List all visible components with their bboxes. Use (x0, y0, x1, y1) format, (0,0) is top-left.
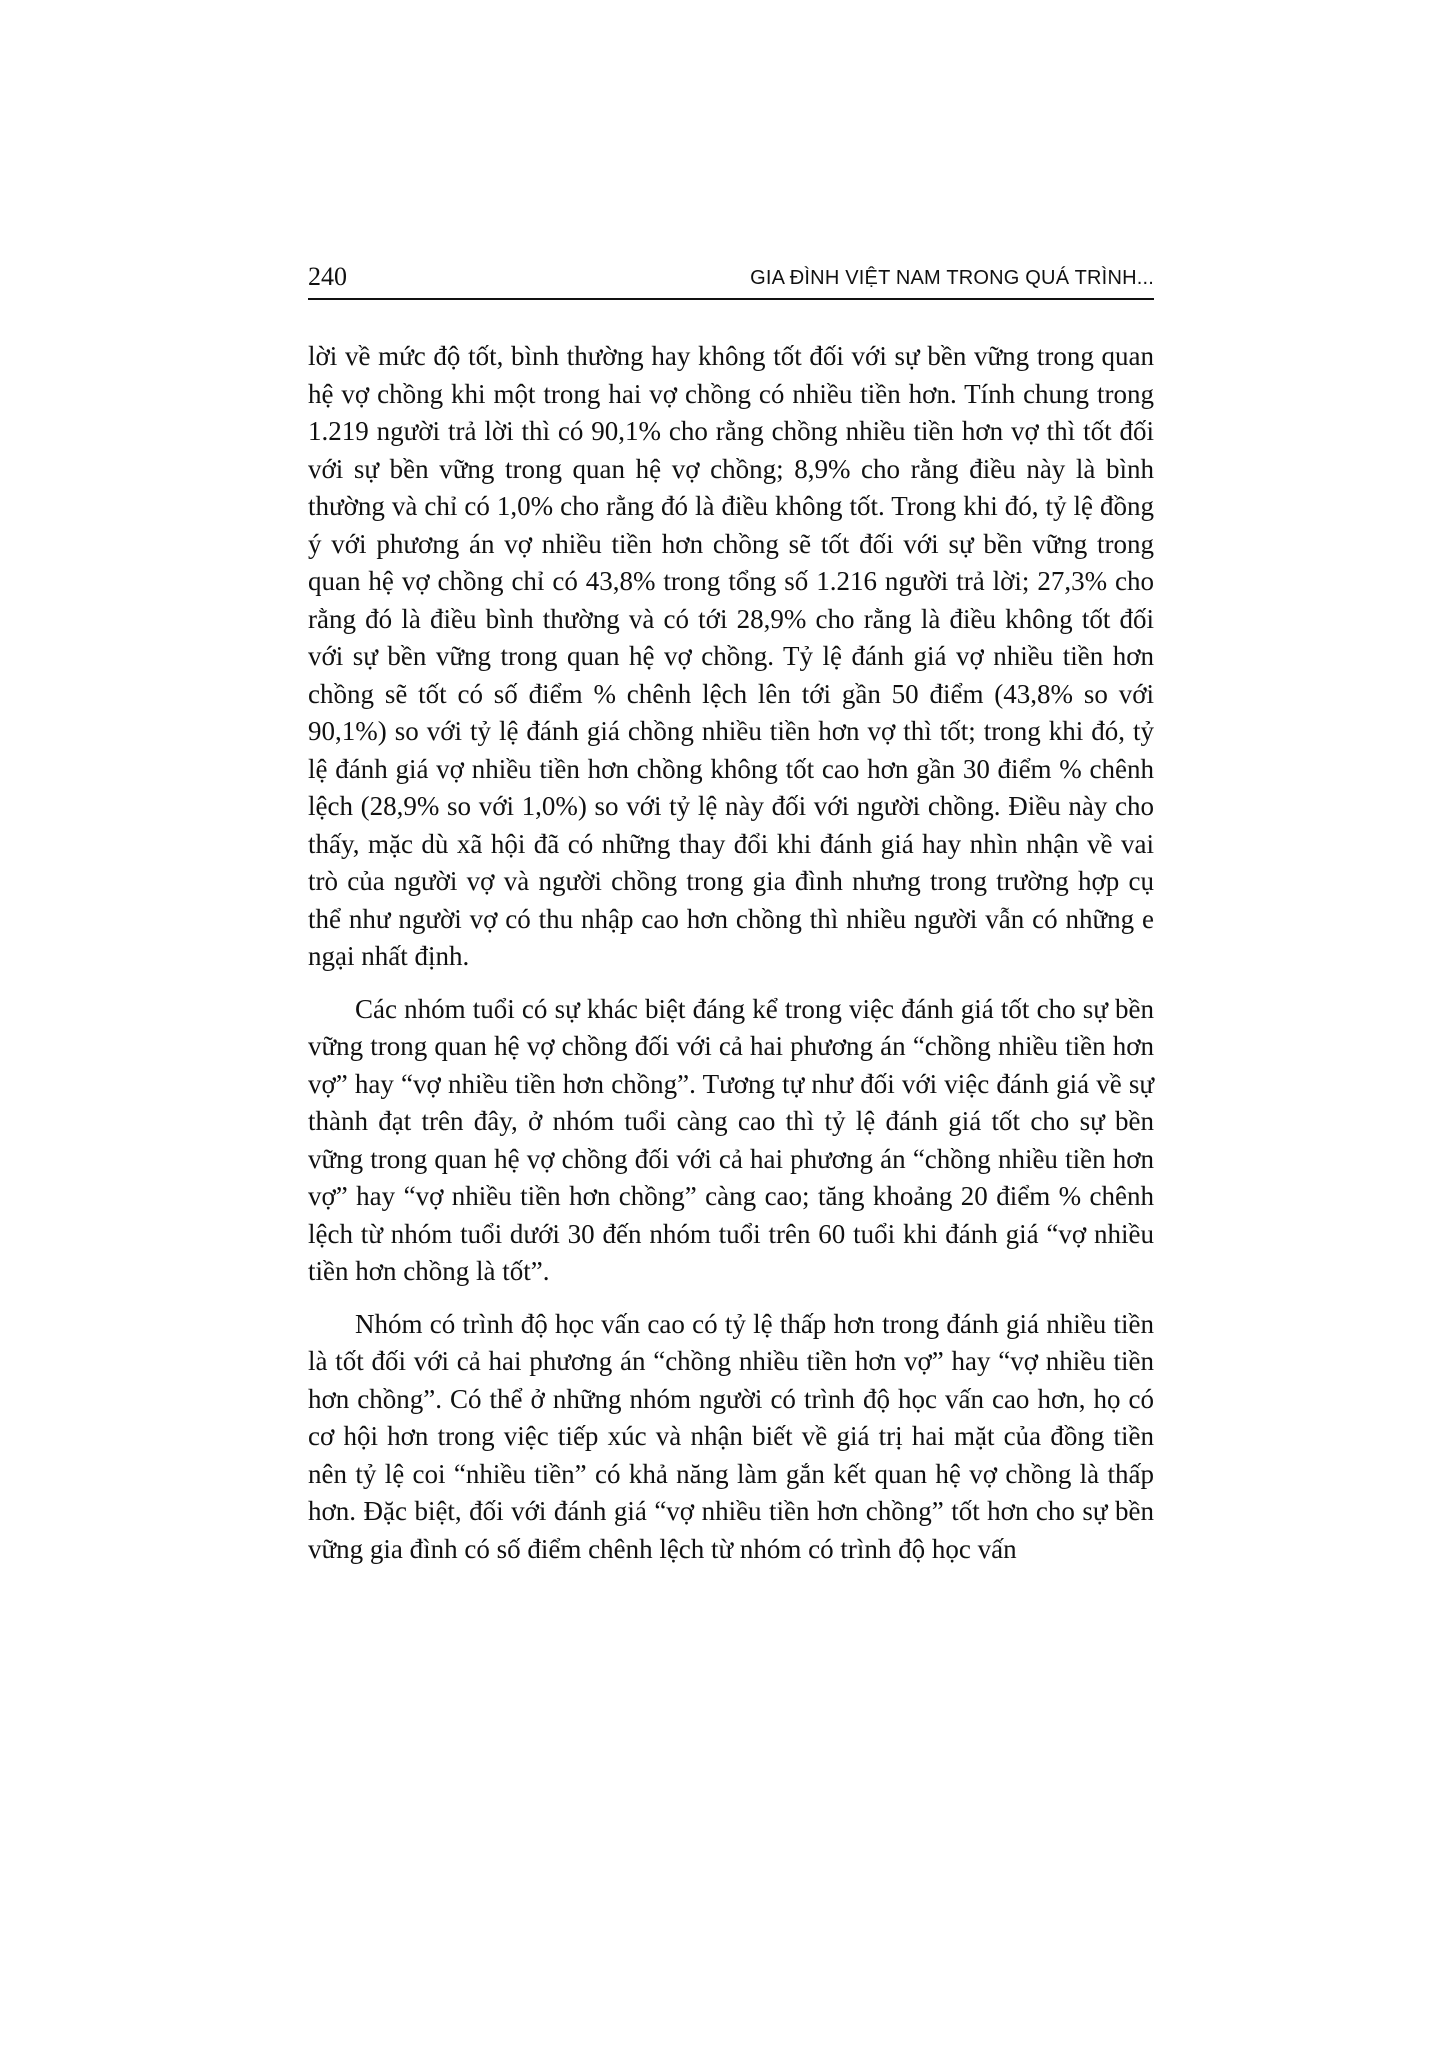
paragraph-education: Nhóm có trình độ học vấn cao có tỷ lệ thấp hơn trong đánh giá nhiều tiền là tốt đối với cả hai phương án “chồng nhiều tiền hơn vợ” hay “vợ nhiều tiền hơn chồng”. Có thể ở những nhóm người có trình độ học vấn cao hơn, họ có cơ hội hơn trong việc tiếp xúc và nhận biết về giá trị hai mặt của đồng tiền nên tỷ lệ coi “nhiều tiền” có khả năng làm gắn kết quan hệ vợ chồng là thấp hơn. Đặc biệt, đối với đánh giá “vợ nhiều tiền hơn chồng” tốt hơn cho sự bền vững gia đình có số điểm chênh lệch từ nhóm có trình độ học vấn (308, 1308, 1154, 1564)
running-title: GIA ĐÌNH VIỆT NAM TRONG QUÁ TRÌNH... (750, 267, 1154, 289)
body-text (308, 338, 1154, 1568)
paragraph-age-groups: Các nhóm tuổi có sự khác biệt đáng kể trong việc đánh giá tốt cho sự bền vững trong quan hệ vợ chồng đối với cả hai phương án “chồng nhiều tiền hơn vợ” hay “vợ nhiều tiền hơn chồng”. Tương tự như đối với việc đánh giá về sự thành đạt trên đây, ở nhóm tuổi càng cao thì tỷ lệ đánh giá tốt cho sự bền vững trong quan hệ vợ chồng đối với cả hai phương án “chồng nhiều tiền hơn vợ” hay “vợ nhiều tiền hơn chồng” càng cao; tăng khoảng 20 điểm % chênh lệch từ nhóm tuổi dưới 30 đến nhóm tuổi trên 60 tuổi khi đánh giá “vợ nhiều tiền hơn chồng là tốt”. (308, 993, 1154, 1286)
page-number: 240 (308, 262, 347, 291)
paragraph-continued: lời về mức độ tốt, bình thường hay không tốt đối với sự bền vững trong quan hệ vợ chồng khi một trong hai vợ chồng có nhiều tiền hơn. Tính chung trong 1.219 người trả lời thì có 90,1% cho rằng chồng nhiều tiền hơn vợ thì tốt đối với sự bền vững trong quan hệ vợ chồng; 8,9% cho rằng điều này là bình thường và chỉ có 1,0% cho rằng đó là điều không tốt. Trong khi đó, tỷ lệ đồng ý với phương án vợ nhiều tiền hơn chồng sẽ tốt đối với sự bền vững trong quan hệ vợ chồng chỉ có 43,8% trong tổng số 1.216 người trả lời; 27,3% cho rằng đó là điều bình thường và có tới 28,9% cho rằng là điều không tốt đối với sự bền vững trong quan hệ vợ chồng. Tỷ lệ đánh giá vợ nhiều tiền hơn chồng sẽ tốt có số điểm % chênh lệch lên tới gần 50 điểm (43,8% so với 90,1%) so với tỷ lệ đánh giá chồng nhiều tiền hơn vợ thì tốt; trong khi đó, tỷ lệ đánh giá vợ nhiều tiền hơn chồng không tốt cao hơn gần 30 điểm % chênh lệch (28,9% so với 1,0%) so với tỷ lệ này đối với người chồng. Điều này cho thấy, mặc dù xã hội đã có những thay đổi khi đánh giá hay nhìn nhận về vai trò của người vợ và người chồng trong gia đình nhưng trong trường hợp cụ thể như người vợ có thu nhập cao hơn chồng thì nhiều người vẫn có những e ngại nhất định. (308, 341, 1154, 971)
running-header (308, 262, 1154, 300)
